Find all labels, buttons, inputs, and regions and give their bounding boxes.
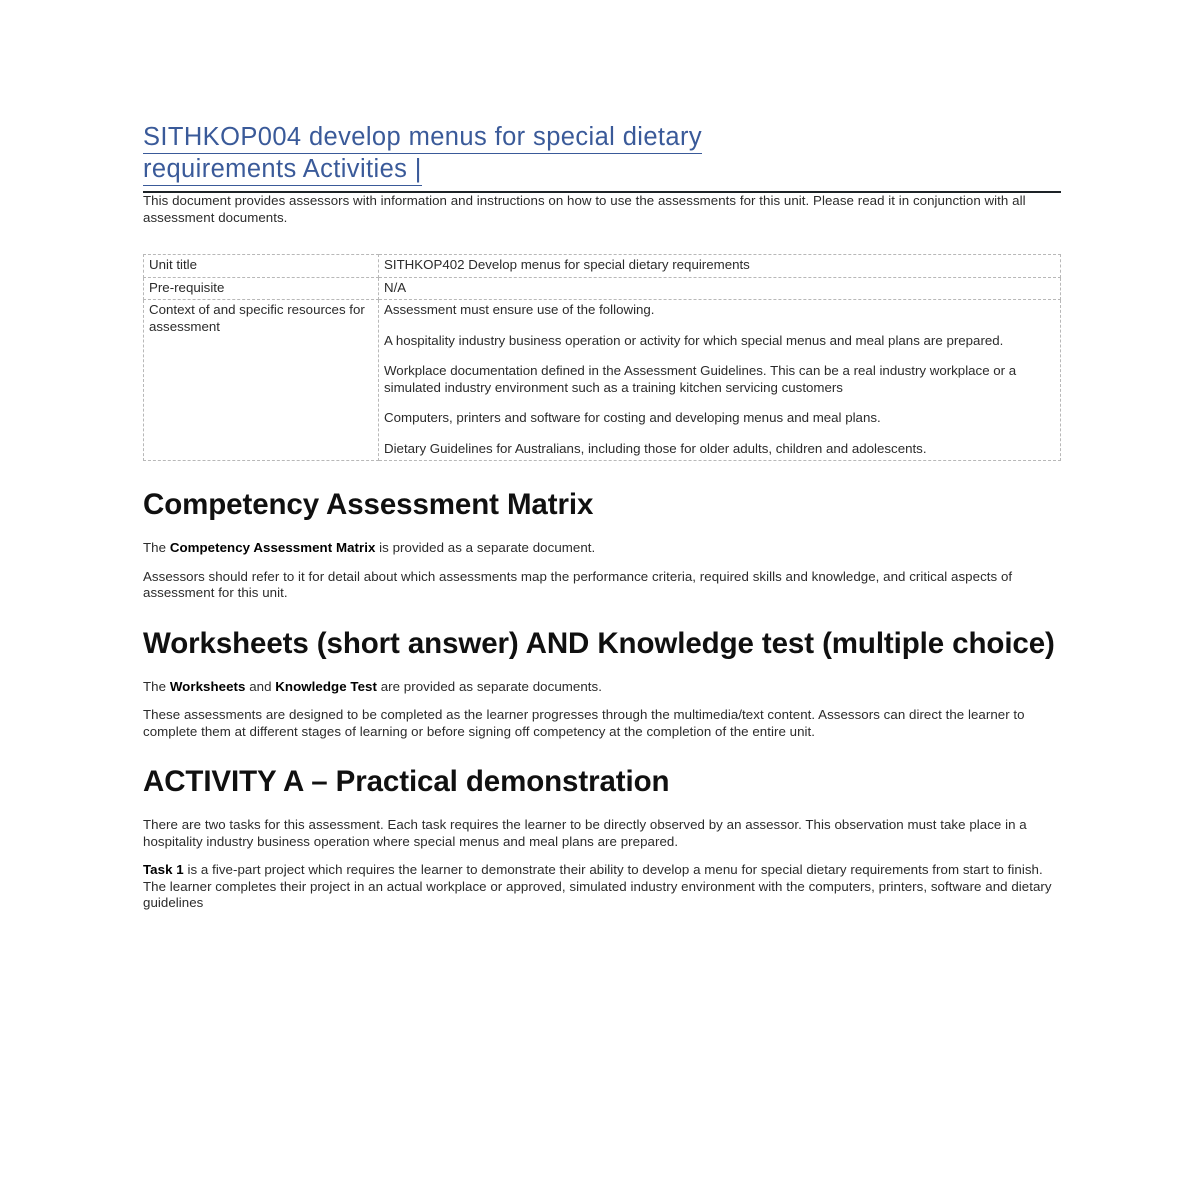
worksheets-heading-line-2: test (multiple choice) — [761, 626, 1055, 660]
worksheets-p1-pre: The — [143, 678, 170, 694]
competency-paragraph-1 — [143, 540, 1063, 557]
context-para-4: Computers, printers and software for costing and developing menus and meal plans. — [384, 410, 881, 425]
activity-a-paragraph-2 — [143, 862, 1063, 912]
competency-p1-bold: Competency Assessment Matrix — [169, 540, 376, 555]
context-para-2: A hospitality industry business operation or activity for which special menus and meal plans are prepared. — [384, 332, 1004, 348]
heading-competency-assessment-matrix: Competency Assessment Matrix — [143, 488, 594, 521]
worksheets-p1-mid: and — [245, 678, 276, 694]
worksheets-p1-bold-2: Knowledge Test — [275, 678, 377, 694]
table-row — [144, 300, 1061, 461]
worksheets-heading-line-1: Worksheets (short answer) AND Knowledge — [143, 626, 754, 660]
cell-unit-title-label: Unit title — [144, 255, 379, 278]
context-para-3: Workplace documentation defined in the Assessment Guidelines. This can be a real industry workplace or a simulated industry environment such as a training kitchen servicing customers — [384, 363, 1017, 395]
worksheets-p1-bold-1: Worksheets — [169, 678, 246, 694]
worksheets-p1-post: are provided as separate documents. — [376, 678, 602, 694]
cell-prerequisite-label: Pre-requisite — [144, 277, 379, 300]
page-title-line-2-text: requirements Activities | — [143, 155, 422, 183]
competency-paragraph-2: Assessors should refer to it for detail about which assessments map the performance criteria, required skills and knowledge, and critical aspects of assessment for this unit. — [143, 568, 1013, 600]
page-title-line-1: SITHKOP004 develop menus for special dietary — [143, 122, 702, 154]
document-content — [143, 0, 1063, 912]
task-1-description: is a five-part project which requires the learner to demonstrate their ability to develop a menu for special dietary requirements from start to finish. The learner completes their project in an actual workplace or approved, simulated industry environment with the computers, printers, software and dietary guidelines — [143, 862, 1052, 910]
cell-prerequisite-value: N/A — [379, 277, 1061, 300]
context-para-1: Assessment must ensure use of the following. — [384, 302, 655, 317]
page-title — [143, 0, 1063, 186]
table-row — [144, 255, 1061, 278]
cell-context-label: Context of and specific resources for assessment — [144, 300, 379, 461]
competency-p1-post: is provided as a separate document. — [375, 540, 596, 555]
task-1-label: Task 1 — [143, 862, 184, 877]
context-para-5: Dietary Guidelines for Australians, including those for older adults, children and adolescents. — [384, 440, 927, 456]
table-row — [144, 277, 1061, 300]
page-title-line-2 — [143, 154, 422, 186]
unit-info-table — [143, 254, 1061, 461]
intro-paragraph: This document provides assessors with information and instructions on how to use the assessments for this unit. Please read it in conjunction with all assessment documents. — [143, 193, 1026, 225]
heading-worksheets-knowledge-test — [143, 626, 1063, 661]
cell-unit-title-value: SITHKOP402 Develop menus for special dietary requirements — [379, 255, 1061, 278]
worksheets-paragraph-1 — [143, 679, 1063, 696]
heading-activity-a: ACTIVITY A – Practical demonstration — [143, 765, 670, 798]
cell-context-value — [379, 300, 1061, 461]
worksheets-paragraph-2: These assessments are designed to be completed as the learner progresses through the multimedia/text content. Assessors can direct the learner to complete them at different stages of learning or before signing off competency at the completion of the entire unit. — [143, 707, 1025, 739]
competency-p1-pre: The — [143, 540, 170, 555]
activity-a-paragraph-1: There are two tasks for this assessment. Each task requires the learner to be directly observed by an assessor. This observation must take place in a hospitality industry business operation where special menus and meal plans are prepared. — [143, 817, 1027, 849]
